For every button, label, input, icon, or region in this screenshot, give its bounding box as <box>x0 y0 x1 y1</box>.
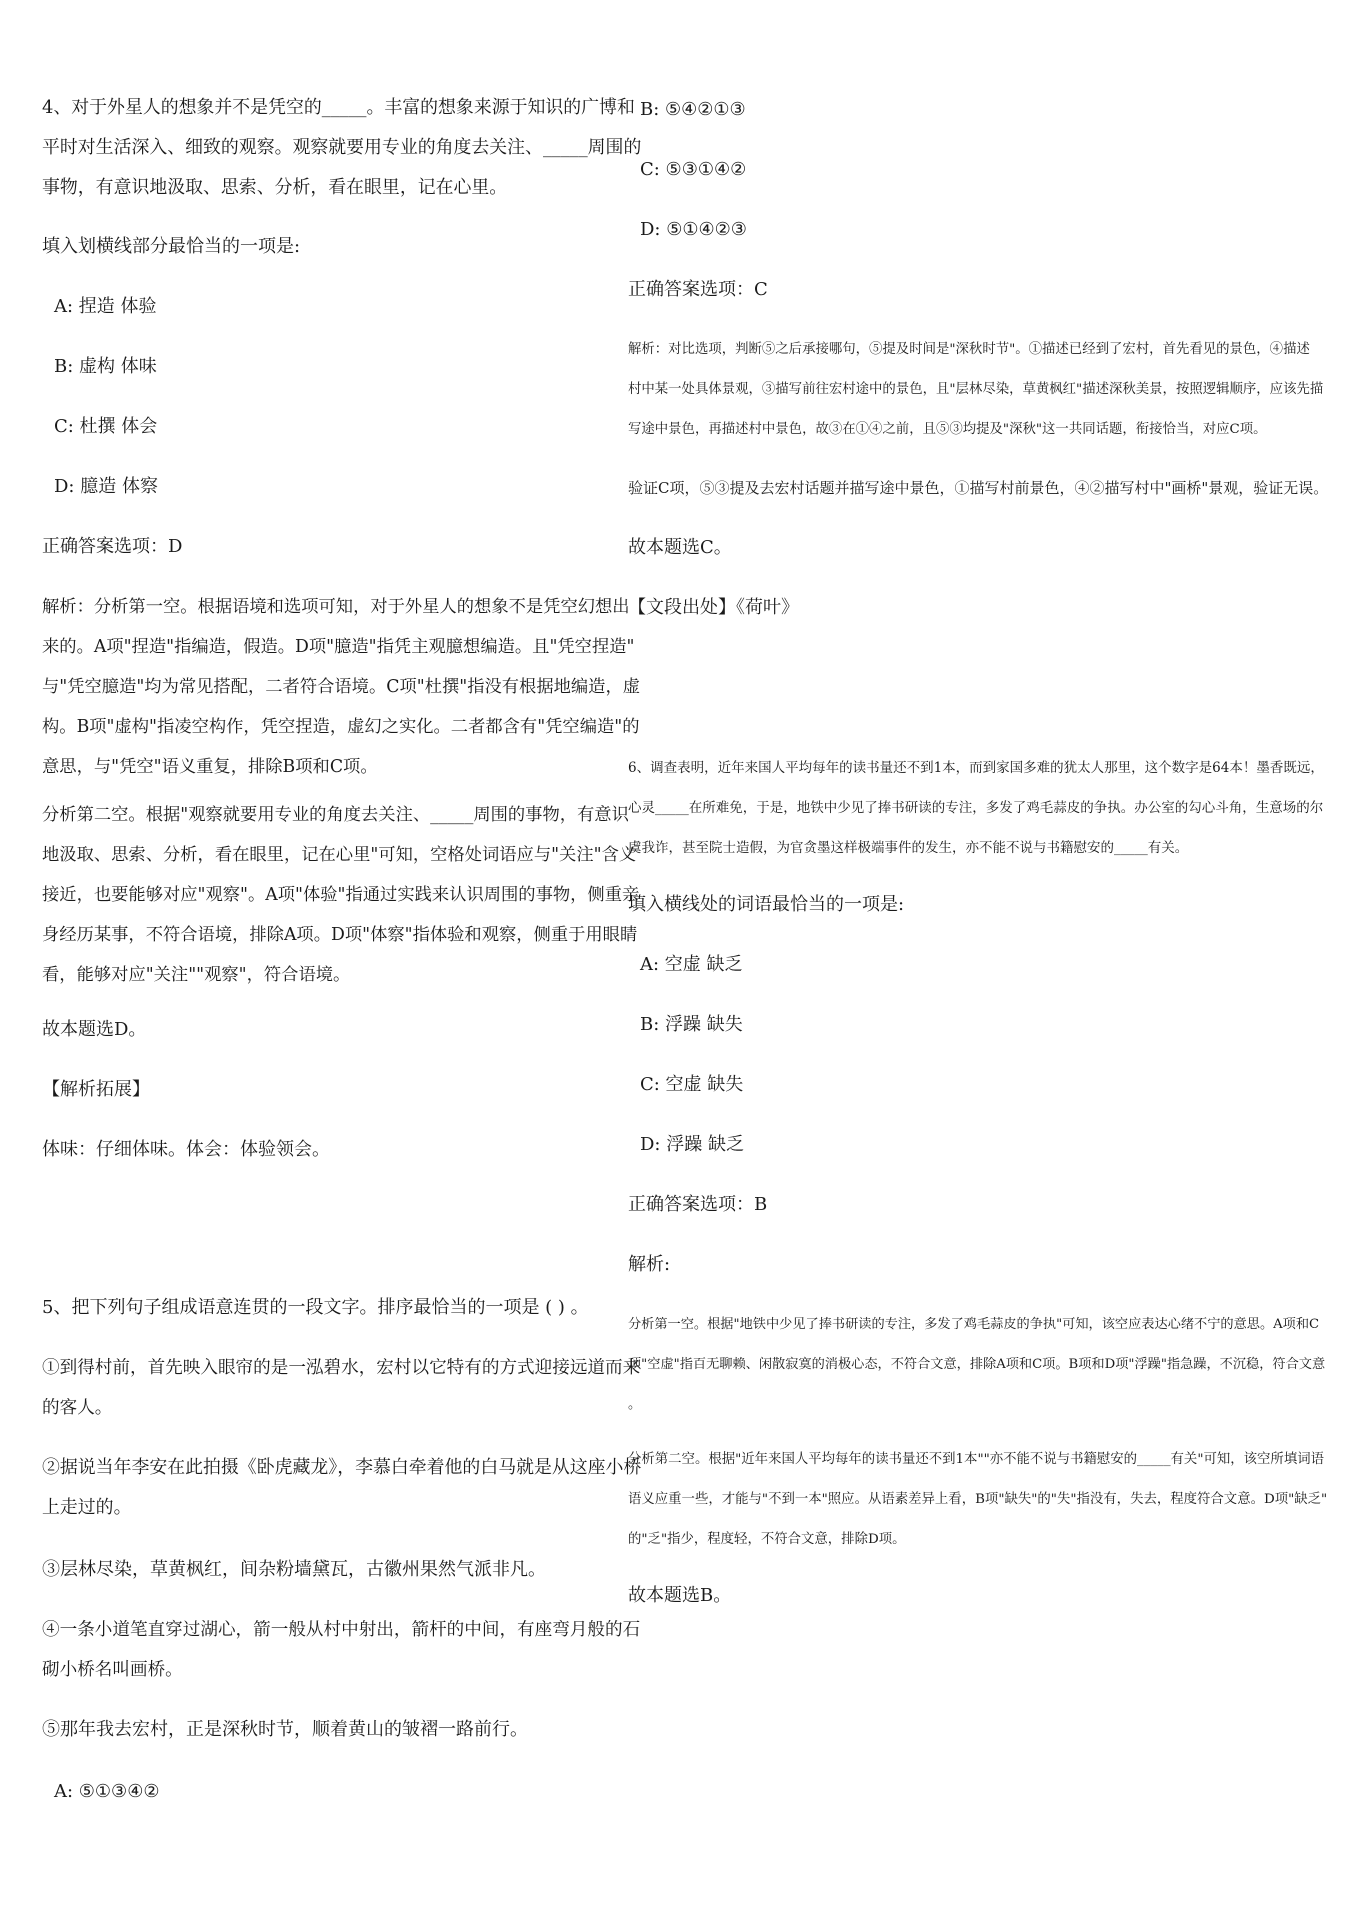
q4-conclusion: 故本题选D。 <box>42 1019 147 1040</box>
q6-option-c: C: 空虚 缺失 <box>640 1074 744 1095</box>
q4-option-d: D: 臆造 体察 <box>54 476 158 497</box>
q4-extension-title: 【解析拓展】 <box>42 1079 150 1100</box>
q6-analysis-2: 分析第二空。根据"近年来国人平均每年的读书量还不到1本""亦不能不说与书籍慰安的_____有关"可知，该空所填词语 语义应重一些，才能与"不到一本"照应。从语素差异上看，B项"缺失"的"失"指没有，失去，程度符合文意。D项"缺乏" 的"乏"指少，程度轻，不符合文意，排除D项。 <box>628 1452 1328 1547</box>
q5-sentence-1: ①到得村前，首先映入眼帘的是一泓碧水，宏村以它特有的方式迎接远道而来 的客人。 <box>42 1358 641 1418</box>
q5-option-c: C: ⑤③①④② <box>640 159 747 180</box>
q6-analysis-title: 解析: <box>628 1254 671 1275</box>
q4-answer: 正确答案选项：D <box>42 536 183 557</box>
q5-sentence-5: ⑤那年我去宏村，正是深秋时节，顺着黄山的皱褶一路前行。 <box>42 1719 528 1740</box>
q4-option-c: C: 杜撰 体会 <box>54 416 158 437</box>
q6-analysis-1: 分析第一空。根据"地铁中少见了捧书研读的专注，多发了鸡毛蒜皮的争执"可知，该空应表达心绪不宁的意思。A项和C 项"空虚"指百无聊赖、闲散寂寞的消极心态，不符合文意，排除A项和C项。B项和D项"浮躁"指急躁，不沉稳，符合文意 。 <box>628 1317 1326 1412</box>
q6-stem: 6、调查表明，近年来国人平均每年的读书量还不到1本，而到家国多难的犹太人那里，这个数字是64本！墨香既远， 心灵_____在所难免，于是，地铁中少见了捧书研读的专注，多发了鸡毛蒜皮的争执。办公室的勾心斗角，生意场的尔 虞我诈，甚至院士造假，为官贪墨这样极端事件的发生，亦不能不说与书籍慰安的_____有关。 <box>628 760 1324 856</box>
q6-conclusion: 故本题选B。 <box>628 1585 732 1606</box>
q5-option-a: A: ⑤①③④② <box>54 1781 160 1802</box>
q4-prompt: 填入划横线部分最恰当的一项是: <box>42 236 301 257</box>
q5-stem: 5、把下列句子组成语意连贯的一段文字。排序最恰当的一项是 ( ) 。 <box>42 1297 589 1318</box>
q5-answer: 正确答案选项：C <box>628 279 768 300</box>
q6-option-a: A: 空虚 缺乏 <box>640 954 743 975</box>
q5-option-d: D: ⑤①④②③ <box>640 219 747 240</box>
q5-analysis: 解析：对比选项，判断⑤之后承接哪句，⑤提及时间是"深秋时节"。①描述已经到了宏村，首先看见的景色，④描述 村中某一处具体景观，③描写前往宏村途中的景色，且"层林尽染，草黄枫红"描述深秋美景，按照逻辑顺序，应该先描 写途中景色，再描述村中景色，故③在①④之前，且⑤③均提及"深秋"这一共同话题，衔接恰当，对应C项。 <box>628 342 1324 437</box>
q4-analysis-1: 解析：分析第一空。根据语境和选项可知，对于外星人的想象不是凭空幻想出 来的。A项"捏造"指编造，假造。D项"臆造"指凭主观臆想编造。且"凭空捏造" 与"凭空臆造"均为常见搭配，二者符合语境。C项"杜撰"指没有根据地编造，虚 构。B项"虚构"指凌空构作，凭空捏造，虚幻之实化。二者都含有"凭空编造"的 意思，与"凭空"语义重复，排除B项和C项。 <box>42 597 641 777</box>
q5-sentence-4: ④一条小道笔直穿过湖心，箭一般从村中射出，箭杆的中间，有座弯月般的石 砌小桥名叫画桥。 <box>42 1620 641 1680</box>
q4-analysis-2: 分析第二空。根据"观察就要用专业的角度去关注、_____周围的事物，有意识 地汲取、思索、分析，看在眼里，记在心里"可知，空格处词语应与"关注"含义 接近，也要能够对应"观察"。A项"体验"指通过实践来认识周围的事物，侧重亲 身经历某事，不符合语境，排除A项。D项"体察"指体验和观察，侧重于用眼睛 看，能够对应"关注""观察"，符合语境。 <box>42 805 640 985</box>
q5-sentence-3: ③层林尽染，草黄枫红，间杂粉墙黛瓦，古徽州果然气派非凡。 <box>42 1559 546 1580</box>
q6-answer: 正确答案选项：B <box>628 1194 768 1215</box>
q6-prompt: 填入横线处的词语最恰当的一项是: <box>628 894 905 915</box>
q5-verify: 验证C项，⑤③提及去宏村话题并描写途中景色，①描写村前景色，④②描写村中"画桥"景观，验证无误。 <box>628 479 1329 497</box>
q4-stem: 4、对于外星人的想象并不是凭空的_____。丰富的想象来源于知识的广博和 平时对生活深入、细致的观察。观察就要用专业的角度去关注、_____周围的 事物，有意识地汲取、思索、分析，看在眼里，记在心里。 <box>42 97 642 198</box>
q6-option-d: D: 浮躁 缺乏 <box>640 1134 744 1155</box>
q4-extension: 体味：仔细体味。体会：体验领会。 <box>42 1139 330 1160</box>
q5-source: 【文段出处】《荷叶》 <box>628 597 799 618</box>
q5-conclusion: 故本题选C。 <box>628 537 732 558</box>
q4-option-a: A: 捏造 体验 <box>54 296 157 317</box>
q5-sentence-2: ②据说当年李安在此拍摄《卧虎藏龙》，李慕白牵着他的白马就是从这座小桥 上走过的。 <box>42 1457 642 1518</box>
q4-option-b: B: 虚构 体味 <box>54 356 157 377</box>
q6-option-b: B: 浮躁 缺失 <box>640 1014 743 1035</box>
q5-option-b: B: ⑤④②①③ <box>640 99 746 120</box>
